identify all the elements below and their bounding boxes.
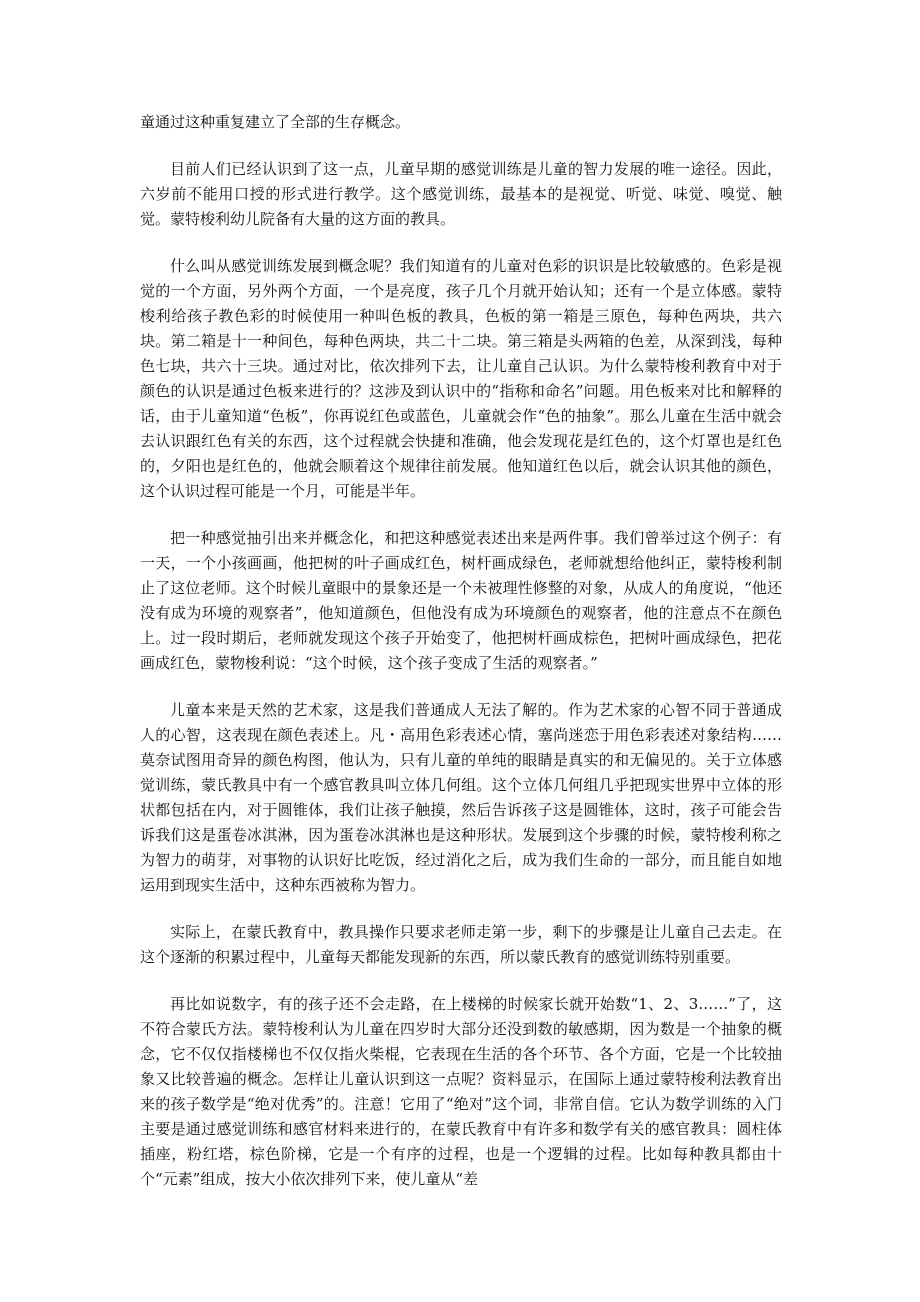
- paragraph-numbers: 再比如说数字，有的孩子还不会走路，在上楼梯的时候家长就开始数“1、2、3……”了，这不符合蒙氏方法。蒙特梭利认为儿童在四岁时大部分还没到数的敏感期，因为数是一个抽象的概念，它不仅仅指楼梯也不仅仅指火柴棍，它表现在生活的各个环节、各个方面，它是一个比较抽象又比较普遍的概念。怎样让儿童认识到这一点呢？资料显示，在国际上通过蒙特梭利法教育出来的孩子数学是“绝对优秀”的。注意！它用了“绝对”这个词，非常自信。它认为数学训练的入门主要是通过感觉训练和感官材料来进行的，在蒙氏教育中有许多和数学有关的感官教具：圆柱体插座，粉红塔，棕色阶梯，它是一个有序的过程，也是一个逻辑的过程。比如每种教具都由十个“元素”组成，按大小依次排列下来，使儿童从“差: [140, 995, 782, 1188]
- paragraph-teaching-aids: 实际上，在蒙氏教育中，教具操作只要求老师走第一步，剩下的步骤是让儿童自己去走。在这个逐渐的积累过程中，儿童每天都能发现新的东西，所以蒙氏教育的感觉训练特别重要。: [140, 923, 782, 966]
- paragraph-color-concept: 什么叫从感觉训练发展到概念呢？我们知道有的儿童对色彩的识识是比较敏感的。色彩是视觉的一个方面，另外两个方面，一个是亮度，孩子几个月就开始认知；还有一个是立体感。蒙特梭利给孩子教色彩的时候使用一种叫色板的教具，色板的第一箱是三原色，每种色两块，共六块。第二箱是十一种间色，每种色两块，共二十二块。第三箱是头两箱的色差，从深到浅，每种色七块，共六十三块。通过对比，依次排列下去，让儿童自己认识。为什么蒙特梭利教育中对于颜色的认识是通过色板来进行的？这涉及到认识中的“指称和命名”问题。用色板来对比和解释的话，由于儿童知道“色板”，你再说红色或蓝色，儿童就会作“色的抽象”。那么儿童在生活中就会去认识跟红色有关的东西，这个过程就会快捷和准确，他会发现花是红色的，这个灯罩也是红色的，夕阳也是红色的，他就会顺着这个规律往前发展。他知道红色以后，就会认识其他的颜色，这个认识过程可能是一个月，可能是半年。: [140, 257, 782, 500]
- paragraph-continued: 童通过这种重复建立了全部的生存概念。: [140, 113, 411, 131]
- paragraph-sensory-training: 目前人们已经认识到了这一点，儿童早期的感觉训练是儿童的智力发展的唯一途径。因此，六岁前不能用口授的形式进行教学。这个感觉训练，最基本的是视觉、听觉、味觉、嗅觉、触觉。蒙特梭利幼儿院备有大量的这方面的教具。: [140, 160, 782, 228]
- paragraph-observer-example: 把一种感觉抽引出来并概念化，和把这种感觉表述出来是两件事。我们曾举过这个例子：有一天，一个小孩画画，他把树的叶子画成红色，树杆画成绿色，老师就想给他纠正，蒙特梭利制止了这位老师。这个时候儿童眼中的景象还是一个未被理性修整的对象，从成人的角度说，“他还没有成为环境的观察者”，他知道颜色，但他没有成为环境颜色的观察者，他的注意点不在颜色上。过一段时期后，老师就发现这个孩子开始变了，他把树杆画成棕色，把树叶画成绿色，把花画成红色，蒙物梭利说：“这个时候，这个孩子变成了生活的观察者。”: [140, 529, 782, 672]
- document-page: [140, 110, 782, 1192]
- paragraph-artist-children: 儿童本来是天然的艺术家，这是我们普通成人无法了解的。作为艺术家的心智不同于普通成人的心智，这表现在颜色表述上。凡・高用色彩表述心情，塞尚迷恋于用色彩表述对象结构……莫奈试图用奇异的颜色构图，他认为，只有儿童的单纯的眼睛是真实的和无偏见的。关于立体感觉训练，蒙氏教具中有一个感官教具叫立体几何组。这个立体几何组几乎把现实世界中立体的形状都包括在内，对于圆锥体，我们让孩子触摸，然后告诉孩子这是圆锥体，这时，孩子可能会告诉我们这是蛋卷冰淇淋，因为蛋卷冰淇淋也是这种形状。发展到这个步骤的时候，蒙特梭利称之为智力的萌芽，对事物的认识好比吃饭，经过消化之后，成为我们生命的一部分，而且能自如地运用到现实生活中，这种东西被称为智力。: [140, 701, 782, 894]
